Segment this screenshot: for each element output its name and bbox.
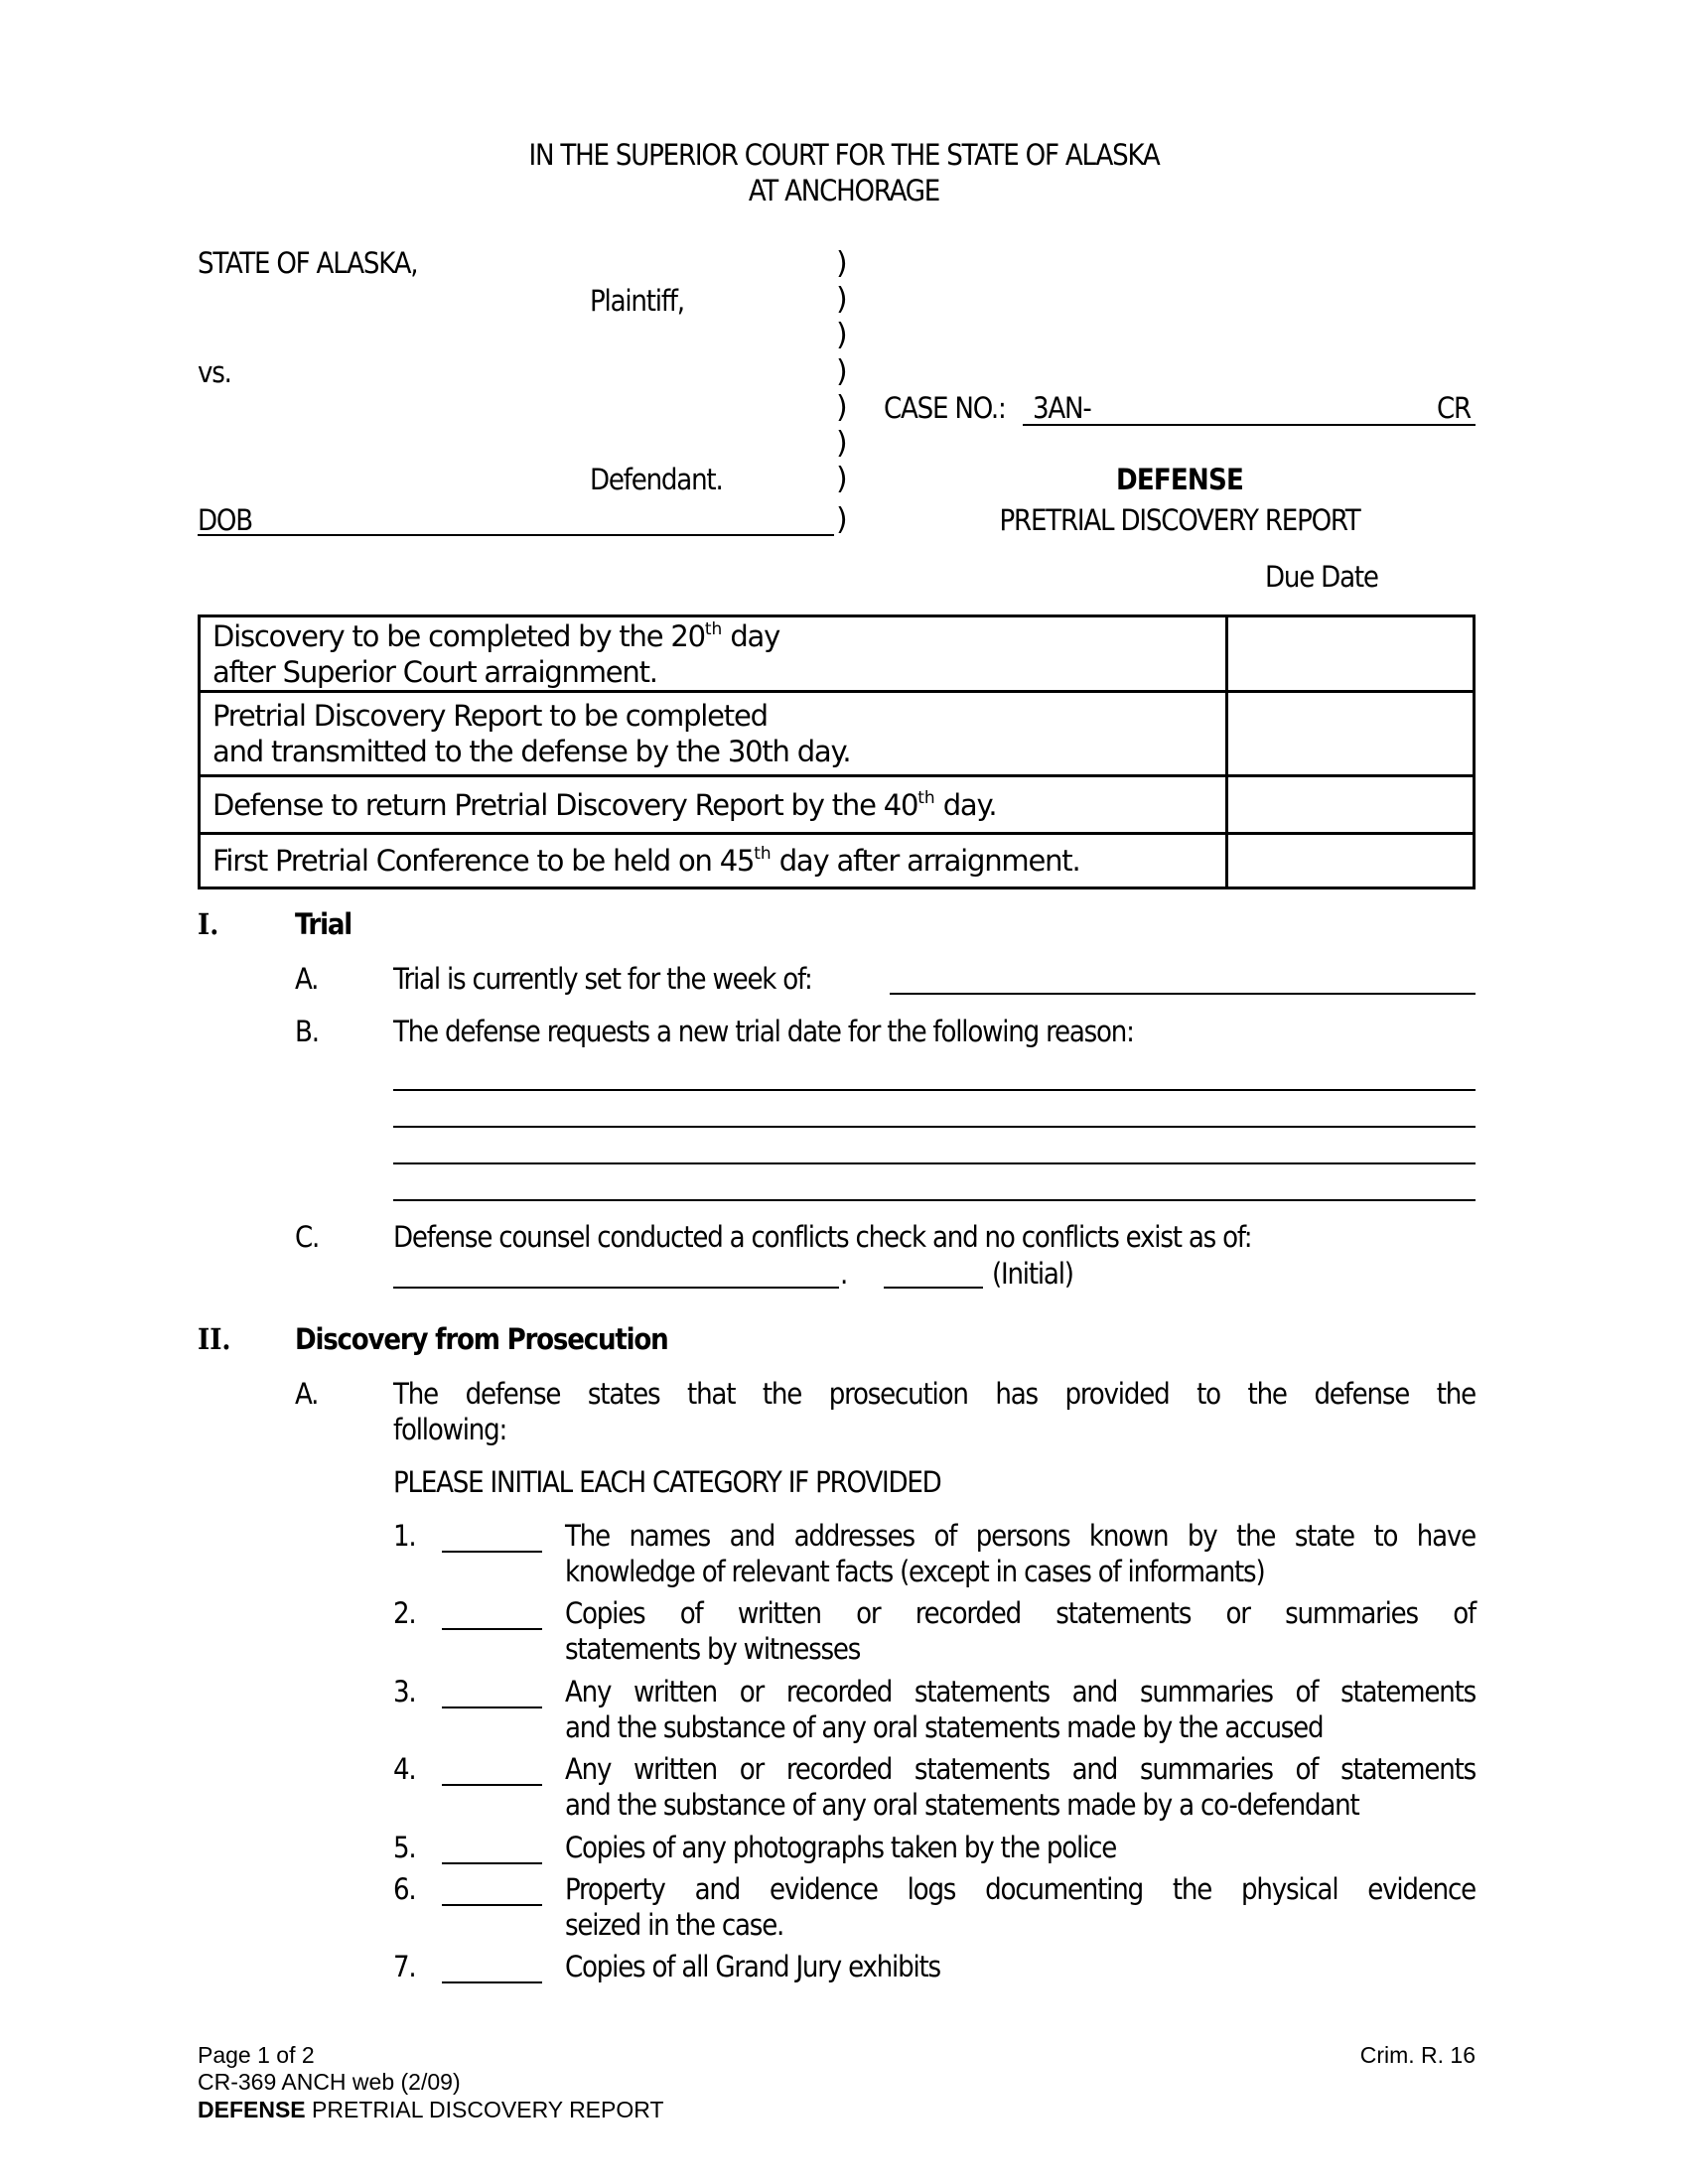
item-number: 5. xyxy=(393,1831,416,1864)
case-no-prefix: 3AN- xyxy=(1033,391,1091,425)
initial-instruction: PLEASE INITIAL EACH CATEGORY IF PROVIDED xyxy=(393,1465,941,1499)
footer-title-bold: DEFENSE xyxy=(198,2097,306,2122)
deadline-text: day xyxy=(722,618,780,653)
due-date-table xyxy=(198,614,1476,889)
conflicts-check-label: Defense counsel conducted a conflicts check and no conflicts exist as of: xyxy=(393,1220,1252,1254)
item-initial-field[interactable] xyxy=(442,1706,542,1708)
deadline-text: Defense to return Pretrial Discovery Report by the 40 xyxy=(212,787,918,822)
paren: ) xyxy=(836,282,848,317)
deadline-text: Discovery to be completed by the 20 xyxy=(212,618,705,653)
word: The xyxy=(393,1377,438,1411)
item-number: 7. xyxy=(393,1950,416,1983)
new-trial-reason-label: The defense requests a new trial date for the following reason: xyxy=(393,1015,1134,1048)
table-row xyxy=(200,692,1475,776)
paren: ) xyxy=(836,390,848,425)
word: to xyxy=(1196,1377,1220,1411)
due-date-cell[interactable] xyxy=(1227,776,1475,834)
initial-field[interactable] xyxy=(884,1287,983,1289)
due-date-cell[interactable] xyxy=(1227,834,1475,888)
item-text: Any written or recorded statements and summaries of statements xyxy=(565,1752,1476,1786)
item-text: Any written or recorded statements and summaries of statements xyxy=(565,1675,1476,1708)
item-initial-field[interactable] xyxy=(442,1862,542,1864)
provided-statement-line2: following: xyxy=(393,1413,507,1446)
item-c-label: C. xyxy=(295,1220,320,1254)
defendant-label: Defendant. xyxy=(590,463,723,496)
due-date-cell[interactable] xyxy=(1227,692,1475,776)
item-number: 4. xyxy=(393,1752,416,1786)
deadline-text: Pretrial Discovery Report to be completed xyxy=(212,699,768,733)
section-2-numeral: II. xyxy=(198,1322,231,1356)
item-initial-field[interactable] xyxy=(442,1551,542,1553)
item-initial-field[interactable] xyxy=(442,1904,542,1906)
item-text: and the substance of any oral statements made by the accused xyxy=(565,1710,1324,1744)
item-text: Copies of all Grand Jury exhibits xyxy=(565,1950,940,1983)
case-no-suffix: CR xyxy=(1437,391,1471,425)
item-text: statements by witnesses xyxy=(565,1632,861,1666)
item-number: 1. xyxy=(393,1519,416,1553)
footer-title-rest: PRETRIAL DISCOVERY REPORT xyxy=(305,2097,664,2122)
word: has xyxy=(995,1377,1038,1411)
rule-reference: Crim. R. 16 xyxy=(1359,2042,1476,2068)
ordinal-suffix: th xyxy=(754,844,772,864)
table-row xyxy=(200,834,1475,888)
plaintiff-label: Plaintiff, xyxy=(590,284,684,318)
deadline-text: First Pretrial Conference to be held on 45 xyxy=(212,844,755,878)
paren: ) xyxy=(836,246,848,281)
table-row xyxy=(200,616,1475,692)
item-text: The names and addresses of persons known by the state to have xyxy=(565,1519,1476,1553)
plaintiff-name: STATE OF ALASKA, xyxy=(198,246,418,280)
versus-label: vs. xyxy=(198,355,231,389)
word: prosecution xyxy=(828,1377,968,1411)
trial-date-field[interactable] xyxy=(890,993,1476,995)
section-1-title: Trial xyxy=(295,907,352,941)
deadline-description xyxy=(200,776,1227,834)
table-row xyxy=(200,776,1475,834)
word: the xyxy=(762,1377,802,1411)
page-number: Page 1 of 2 xyxy=(198,2042,315,2068)
item-number: 6. xyxy=(393,1872,416,1906)
ordinal-suffix: th xyxy=(917,787,935,808)
court-name: IN THE SUPERIOR COURT FOR THE STATE OF ALASKA xyxy=(528,138,1160,172)
due-date-cell[interactable] xyxy=(1227,616,1475,692)
paren: ) xyxy=(836,318,848,352)
dob-label: DOB xyxy=(198,503,252,537)
case-no-label: CASE NO.: xyxy=(884,391,1006,425)
word: defense xyxy=(465,1377,561,1411)
form-id: CR-369 ANCH web (2/09) xyxy=(198,2069,461,2095)
item-text: Property and evidence logs documenting the physical evidence xyxy=(565,1872,1476,1906)
section-2-title: Discovery from Prosecution xyxy=(295,1322,668,1356)
item-text: knowledge of relevant facts (except in cases of informants) xyxy=(565,1555,1265,1588)
initial-label: (Initial) xyxy=(992,1257,1073,1291)
reason-line-4[interactable] xyxy=(393,1199,1476,1201)
item-a-label: A. xyxy=(295,962,319,996)
deadline-text: day after arraignment. xyxy=(771,844,1080,878)
item-b-label: B. xyxy=(295,1015,319,1048)
reason-line-2[interactable] xyxy=(393,1126,1476,1128)
dob-field[interactable] xyxy=(198,534,834,536)
item-initial-field[interactable] xyxy=(442,1628,542,1630)
word: states xyxy=(587,1377,660,1411)
form-title-bold: DEFENSE xyxy=(1115,463,1243,496)
form-title: PRETRIAL DISCOVERY REPORT xyxy=(999,503,1360,537)
provided-statement-line1 xyxy=(393,1376,1476,1412)
deadline-text: day. xyxy=(934,787,997,822)
item-initial-field[interactable] xyxy=(442,1784,542,1786)
reason-line-3[interactable] xyxy=(393,1162,1476,1164)
item-number: 3. xyxy=(393,1675,416,1708)
item-text: seized in the case. xyxy=(565,1908,784,1942)
word: that xyxy=(687,1377,736,1411)
deadline-text: after Superior Court arraignment. xyxy=(212,654,657,689)
footer-title xyxy=(198,2096,664,2123)
section-1-numeral: I. xyxy=(198,907,219,941)
ordinal-suffix: th xyxy=(704,618,723,639)
conflicts-date-field[interactable] xyxy=(393,1287,839,1289)
period: . xyxy=(840,1257,848,1291)
deadline-description xyxy=(200,834,1227,888)
trial-date-label: Trial is currently set for the week of: xyxy=(393,962,812,996)
paren: ) xyxy=(836,354,848,389)
word: the xyxy=(1436,1377,1476,1411)
paren: ) xyxy=(836,462,848,496)
item-a-label: A. xyxy=(295,1377,319,1411)
reason-line-1[interactable] xyxy=(393,1089,1476,1091)
paren: ) xyxy=(836,426,848,461)
paren: ) xyxy=(836,502,848,537)
item-text: and the substance of any oral statements made by a co-defendant xyxy=(565,1788,1359,1822)
deadline-text: and transmitted to the defense by the 30th day. xyxy=(212,735,851,768)
word: the xyxy=(1247,1377,1287,1411)
deadline-description xyxy=(200,692,1227,776)
word: defense xyxy=(1314,1377,1410,1411)
item-initial-field[interactable] xyxy=(442,1981,542,1983)
due-date-header: Due Date xyxy=(1265,560,1378,594)
court-location: AT ANCHORAGE xyxy=(748,174,940,207)
deadline-description xyxy=(200,616,1227,692)
item-number: 2. xyxy=(393,1596,416,1630)
item-text: Copies of any photographs taken by the police xyxy=(565,1831,1117,1864)
item-text: Copies of written or recorded statements or summaries of xyxy=(565,1596,1476,1630)
word: provided xyxy=(1064,1377,1170,1411)
